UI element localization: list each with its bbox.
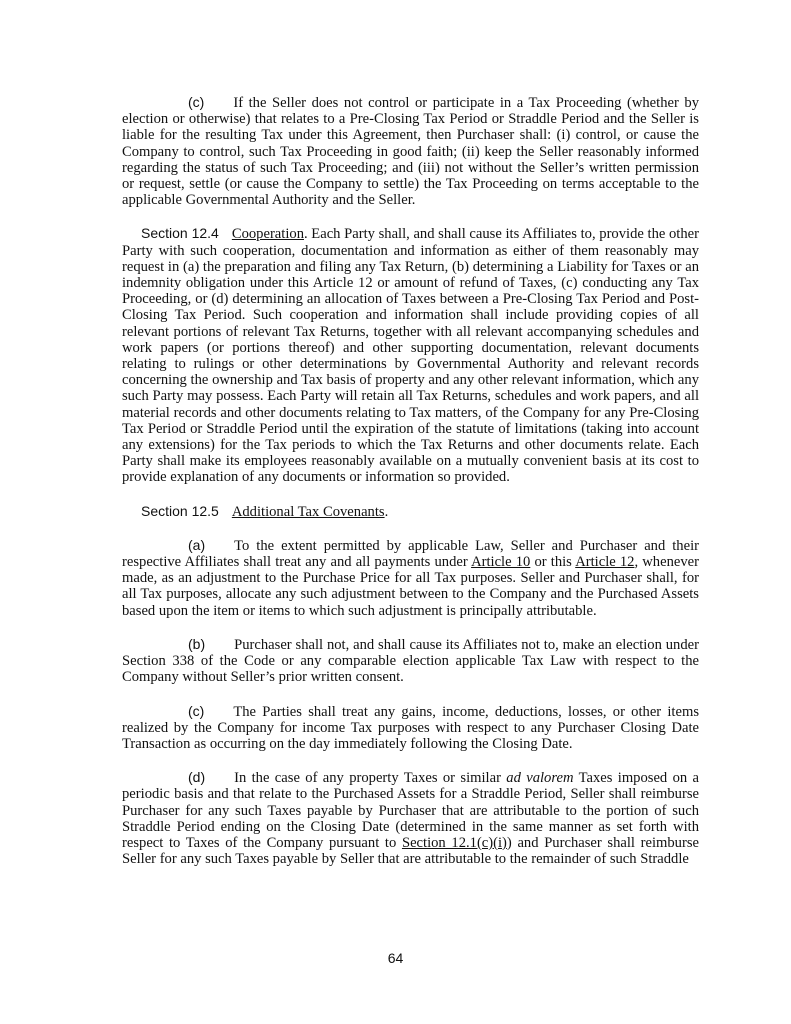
- paragraph-c-closing-date-transactions: [122, 703, 699, 753]
- section-12-5-heading: [122, 503, 699, 520]
- paragraph-text: Purchaser shall not, and shall cause its Affiliates not to, make an election under Section 338 of the Code or any comparable election applicable Tax Law with respect to the Company without Seller’s prior written consent.: [122, 636, 699, 686]
- paragraph-text: , whenever made, as an adjustment to the Purchase Price for all Tax purposes. Seller and Purchaser shall, for all Tax purposes, allocate any such adjustment between to the Company and the Purchased Assets based upon the item or items to which such adjustment is principally attributable.: [122, 554, 699, 619]
- page-body: [122, 94, 699, 884]
- paragraph-text: In the case of any property Taxes or similar: [234, 770, 507, 787]
- section-12-4-cooperation: [122, 225, 699, 485]
- paragraph-b-section-338-election: [122, 636, 699, 686]
- section-heading: Additional Tax Covenants: [231, 503, 385, 520]
- paragraph-marker: (a): [188, 536, 206, 553]
- paragraph-text: The Parties shall treat any gains, income, deductions, losses, or other items realized by the Company for income Tax purposes with respect to any Purchaser Closing Date Transaction as occurring on the day immediately following the Closing Date.: [122, 703, 699, 752]
- page-number: 64: [387, 950, 404, 966]
- paragraph-d-property-taxes: [122, 769, 699, 867]
- section-number: Section 12.4: [141, 225, 219, 242]
- paragraph-marker: (b): [188, 635, 206, 652]
- paragraph-marker: (c): [188, 702, 205, 719]
- paragraph-marker: (c): [188, 94, 205, 110]
- paragraph-a-purchase-price-adjustment: [122, 537, 699, 619]
- italic-term: ad valorem: [506, 770, 574, 787]
- section-12-1-reference: Section 12.1(c)(i): [401, 834, 507, 851]
- article-10-reference: Article 10: [471, 554, 531, 571]
- article-12-reference: Article 12: [575, 554, 635, 571]
- section-text: . Each Party shall, and shall cause its Affiliates to, provide the other Party with such cooperation, documentation and information as either of them reasonably may request in (a) the preparation and filing any Tax Return, (b) determining a Liability for Taxes or an indemnity obligation under this Article 12 or amount of refund of Taxes, (c) conducting any Tax Proceeding, or (d) determining an allocation of Taxes between a Pre-Closing Tax Period and Post-Closing Tax Period. Such cooperation and information shall include providing copies of all relevant portions of relevant Tax Returns, together with all relevant accompanying schedules and work papers (or portions thereof) and other supporting documentation, relevant documents relating to rulings or other determinations by Governmental Authority and relevant records concerning the ownership and Tax basis of property and any other relevant information, which any such Party may possess. Each Party will retain all Tax Returns, schedules and work papers, and all material records and other documents relating to Tax matters, of the Company for any Pre-Closing Tax Period or Straddle Period until the expiration of the statute of limitations (taking into account any extensions) for the Tax periods to which the Tax Returns and other documents relate. Each Party shall make its employees reasonably available on a mutually convenient basis at its cost to provide explanation of any documents or information so provided.: [122, 226, 699, 486]
- paragraph-marker: (d): [188, 769, 206, 786]
- paragraph-text: If the Seller does not control or participate in a Tax Proceeding (whether by election or otherwise) that relates to a Pre-Closing Tax Period or Straddle Period and the Seller is liable for the resulting Tax under this Agreement, then Purchaser shall: (i) control, or cause the Company to control, such Tax Proceeding in good faith; (ii) keep the Seller reasonably informed regarding the status of such Tax Proceeding; and (iii) not without the Seller’s written permission or request, settle (or cause the Company to settle) the Tax Proceeding on terms acceptable to the applicable Governmental Authority and the Seller.: [122, 95, 699, 209]
- section-heading: Cooperation: [231, 226, 304, 243]
- section-number: Section 12.5: [141, 502, 219, 519]
- paragraph-c-tax-proceeding: [122, 94, 699, 208]
- paragraph-text: Taxes imposed on a periodic basis and that relate to the Purchased Assets for a Straddle Period, Seller shall reimburse Purchaser for any such Taxes payable by Purchaser that are attributable to the portion of such Straddle Period ending on the Closing Date (determined in the same manner as set forth with respect to Taxes of the Company pursuant to: [122, 770, 699, 851]
- paragraph-text: or this: [530, 554, 576, 571]
- paragraph-text: ) and Purchaser shall reimburse Seller for any such Taxes payable by Seller that are attributable to the remainder of such Straddle: [122, 834, 699, 868]
- section-heading-end: .: [384, 503, 389, 520]
- paragraph-text: To the extent permitted by applicable Law, Seller and Purchaser and their respective Affiliates shall treat any and all payments under: [122, 537, 699, 571]
